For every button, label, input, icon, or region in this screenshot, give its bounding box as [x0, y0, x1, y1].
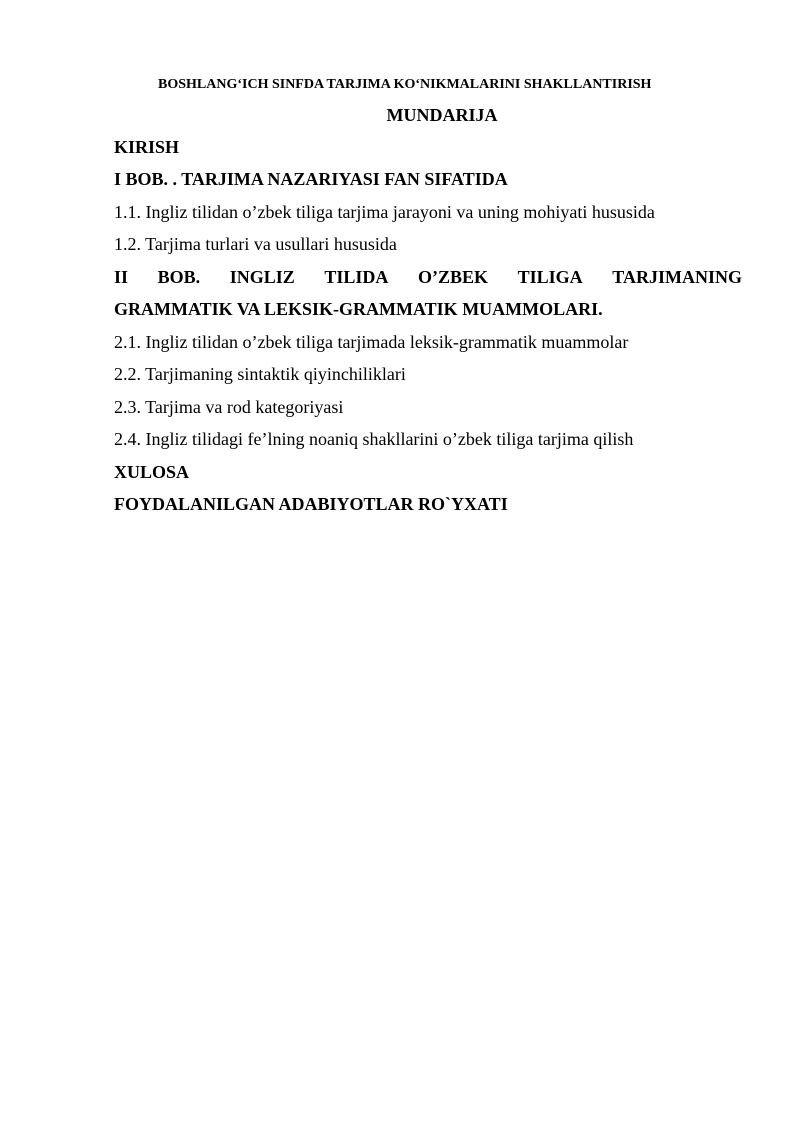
toc-entry-section-2-2: 2.2. Tarjimaning sintaktik qiyinchiliklari	[114, 364, 406, 384]
toc-entry-chapter-2-line-2: GRAMMATIK VA LEKSIK-GRAMMATIK MUAMMOLARI.	[114, 299, 603, 319]
chapter-2-word: II	[114, 267, 129, 287]
toc-entry-section-1-1: 1.1. Ingliz tilidan o’zbek tiliga tarjima jarayoni va uning mohiyati hususida	[114, 202, 655, 222]
document-title: BOSHLANG‘ICH SINFDA TARJIMA KO‘NIKMALARINI SHAKLLANTIRISH	[158, 77, 652, 92]
toc-entry-conclusion: XULOSA	[114, 462, 190, 482]
chapter-2-word: TILIGA	[517, 267, 583, 287]
toc-entry-section-2-4: 2.4. Ingliz tilidagi fe’lning noaniq shakllarini o’zbek tiliga tarjima qilish	[114, 429, 634, 449]
toc-entry-chapter-2-line-1	[114, 267, 742, 288]
chapter-2-word: TILIDA	[324, 267, 389, 287]
chapter-2-word: INGLIZ	[229, 267, 295, 287]
toc-entry-section-1-2: 1.2. Tarjima turlari va usullari hususida	[114, 234, 397, 254]
toc-heading: MUNDARIJA	[386, 105, 498, 125]
toc-entry-section-2-1: 2.1. Ingliz tilidan o’zbek tiliga tarjimada leksik-grammatik muammolar	[114, 332, 629, 352]
chapter-2-word: O’ZBEK	[418, 267, 489, 287]
chapter-2-word: BOB.	[157, 267, 201, 287]
toc-entry-intro: KIRISH	[114, 137, 180, 157]
toc-entry-section-2-3: 2.3. Tarjima va rod kategoriyasi	[114, 397, 344, 417]
toc-entry-chapter-1: I BOB. . TARJIMA NAZARIYASI FAN SIFATIDA	[114, 169, 508, 189]
toc-entry-references: FOYDALANILGAN ADABIYOTLAR RO`YXATI	[114, 494, 508, 514]
chapter-2-word: TARJIMANING	[612, 267, 742, 287]
